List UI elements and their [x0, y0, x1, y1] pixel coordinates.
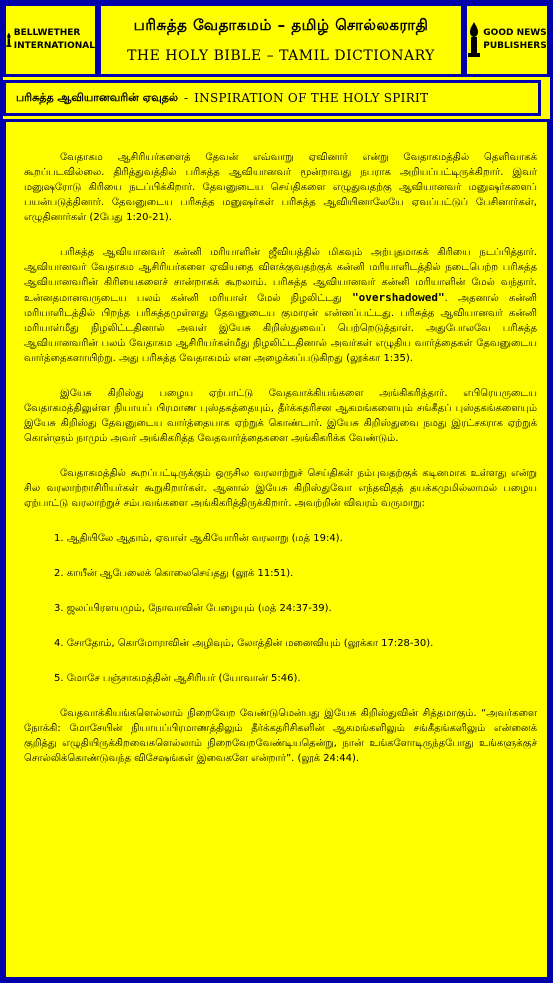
- paragraph-2-after: . அதனால் கன்னி மரியாளிடத்தில் பிறந்த பரிசுத்தமுள்ளது தேவனுடைய குமாரன் என்னப்பட்டது. பரிசுத்த ஆவியானவர் கன்னி மரியாள்மீது நிழலிட்டதினால் அவள் இயேசு கிறிஸ்துவைப் பெற்றெடுத்தாள். அதுபோலவே பரிசுத்த ஆவியானவரின் பலம் வேதாகம ஆசிரியர்கள்மீது நிழலிட்டதினால் அவர்கள் எழுதிய வார்த்தைகள் தேவனுடைய வார்த்தைகளாயிற்று. அது பரிசுத்த வேதாகமம் என அழைக்கப்படுகிறது (லூக்கா 1:35).: [24, 293, 537, 364]
- good-news-lamp-icon: [467, 20, 481, 60]
- paragraph-1: வேதாகம ஆசிரியர்களைத் தேவன் எவ்வாறு ஏவினார் என்று வேதாகமத்தில் தெளிவாகக் கூறப்படவில்லை. திரித்துவத்தில் பரிசுத்த ஆவியானவர் மூன்றாவது நபராக அறியப்பட்டிருக்கிறார். இவர் மனுஷரோடு கிரியை நடப்பிக்கிறார். தேவனுடைய செய்திகளை எழுதுவதற்கு ஆவியானவர் மனுஷர்களைப் பயன்படுத்தினார். தேவனுடைய பரிசுத்த மனுஷர்கள் பரிசுத்த ஆவியினாலேயே ஏவப்பட்டுப் பேசினார்கள், எழுதினார்கள் (2பேது 1:20-21).: [24, 152, 537, 223]
- heading-english: INSPIRATION OF THE HOLY SPIRIT: [194, 91, 429, 105]
- left-logo-line1: BELLWETHER: [13, 28, 81, 38]
- heading-separator: -: [184, 91, 189, 105]
- section-heading: [3, 80, 541, 116]
- title-tamil: பரிசுத்த வேதாகமம் – தமிழ் சொல்லகராதி: [133, 16, 429, 34]
- left-logo-line2: INTERNATIONAL: [13, 41, 95, 51]
- paragraph-4: வேதாகமத்தில் கூறப்பட்டிருக்கும் ஒருசில வரலாற்றுச் செய்திகள் நம்புவதற்குக் கடினமாக உள்ளது என்று சில வரலாற்றாசிரியர்கள் கூறுகிறார்கள். ஆனால் இயேசு கிறிஸ்துவோ எந்தவிதத் தயக்கமுமில்லாமல் பழைய ஏற்பாட்டு வரலாற்றுச் சம்பவங்களை அங்கிகரித்திருக்கிறார். அவற்றின் விவரம் வருமாறு:: [24, 468, 537, 509]
- paragraph-2: [24, 245, 537, 366]
- right-logo-line2: PUBLISHERS: [483, 41, 547, 51]
- list-item: 5. மோசே பஞ்சாகமத்தின் ஆசிரியர் (யோவான் 5:46).: [54, 673, 301, 684]
- right-logo-line1: GOOD NEWS: [483, 28, 547, 38]
- bellwether-lamp-icon: [6, 20, 12, 60]
- header-title-box: [98, 3, 464, 77]
- paragraph-2-before: பரிசுத்த ஆவியானவர் கன்னி மரியாளின் ஜீவியத்தில் மிகவும் அற்புதமாகக் கிரியை நடப்பித்தார். ஆவியானவர் வேதாகம ஆசிரியர்களை ஏவியதை விளக்குவதற்குக் கன்னி மரியாளிடத்தில் நடைபெற்ற பரிசுத்த ஆவியானவரின் கிரியைகளைச் சான்றாகக் கூறலாம். பரிசுத்த ஆவியானவர் கன்னி மரியாளின் மேல் வந்தார். உன்னதமானவருடைய பலம் கன்னி மரியாள் மேல் நிழலிட்டது: [24, 247, 537, 304]
- list-item: 4. சோதோம், கொமோராவின் அழிவும், லோத்தின் மனைவியும் (லூக்கா 17:28-30).: [54, 638, 434, 649]
- heading-tamil: பரிசுத்த ஆவியானவரின் ஏவுதல்: [16, 90, 179, 104]
- list-item: 1. ஆதியிலே ஆதாம், ஏவாள் ஆகியோரின் வரலாறு (மத் 19:4).: [54, 533, 343, 544]
- history-list: [24, 531, 537, 686]
- list-item: 3. ஜலப்பிரளயமும், நோவாவின் பேழையும் (மத் 24:37-39).: [54, 603, 332, 614]
- paragraph-3: இயேசு கிறிஸ்து பழைய ஏற்பாட்டு வேதவாக்கியங்களை அங்கிகரித்தார். எபிரெயருடைய வேதாகமத்திலுள்ள நியாயப் பிரமாண புஸ்தகத்தையும், தீர்க்கதரிசன ஆகமங்களையும் சங்கீதப் புஸ்தகங்களையும் இயேசு கிறிஸ்து தேவனுடைய வார்த்தையாக ஏற்றுக் கொண்டார். இயேசு கிறிஸ்துவை நமது இரட்சகராக ஏற்றுக் கொள்ளும் நாமும் அவர் அங்கிகரித்த வேதவார்த்தைகளை அங்கிகரிக்க வேண்டும்.: [24, 388, 537, 444]
- paragraph-5: வேதவாக்கியங்களெல்லாம் நிறைவேற வேண்டுமென்பது இயேசு கிறிஸ்துவின் சித்தமாகும். “அவர்களை நோக்கி: மோசேயின் நியாயப்பிரமாணத்திலும் தீர்க்கதரிசிகளின் ஆகமங்களிலும் சங்கீதங்களிலும் என்னைக் குறித்து எழுதியிருக்கிறவைகளெல்லாம் நிறைவேறவேண்டியதென்று, நான் உங்களோடிருந்தபோது உங்களுக்குச் சொல்லிக்கொண்டுவந்த விசேஷங்கள் இவைகளே என்றார்”. (லூக் 24:44).: [24, 708, 537, 764]
- article-body: [3, 119, 550, 980]
- overshadowed-term: "overshadowed": [351, 291, 445, 304]
- title-english: THE HOLY BIBLE – TAMIL DICTIONARY: [127, 48, 435, 64]
- list-item: 2. காயீன் ஆபேலைக் கொலைசெய்தது (லூக் 11:51).: [54, 568, 294, 579]
- good-news-logo: [464, 3, 550, 77]
- bellwether-logo: [3, 3, 98, 77]
